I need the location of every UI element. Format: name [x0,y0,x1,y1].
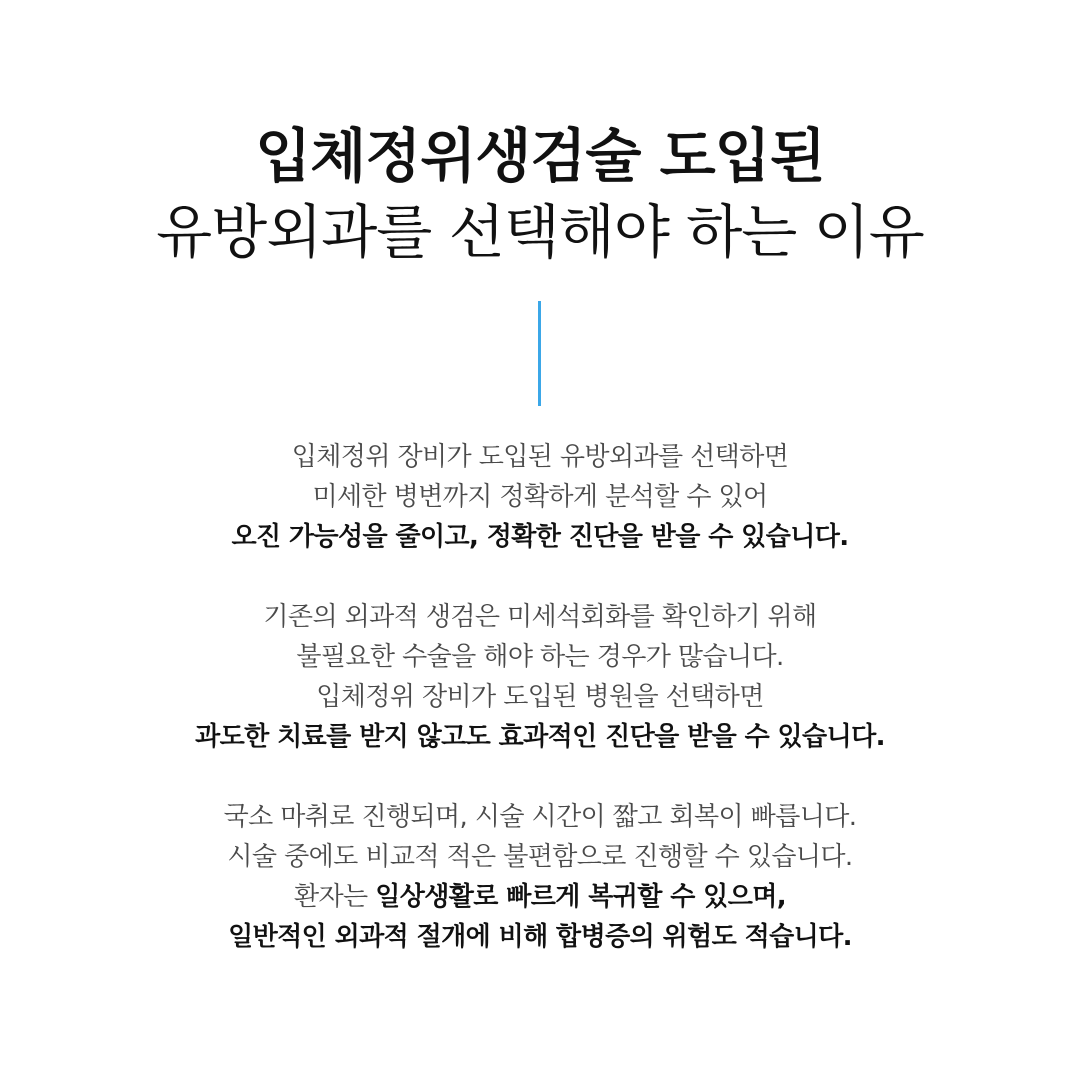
paragraph-2 [0,597,1080,757]
paragraph-3-line-2: 시술 중에도 비교적 적은 불편함으로 진행할 수 있습니다. [227,842,853,872]
paragraph-2-line-3: 입체정위 장비가 도입된 병원을 선택하면 [316,682,764,712]
paragraph-1-line-2: 미세한 병변까지 정확하게 분석할 수 있어 [312,482,768,512]
paragraph-3 [0,797,1080,957]
paragraph-3-emphasis: 일반적인 외과적 절개에 비해 합병증의 위험도 적습니다. [228,922,852,952]
paragraph-3-line-1: 국소 마취로 진행되며, 시술 시간이 짧고 회복이 빠릅니다. [223,802,857,832]
page-title [0,118,1080,270]
paragraph-1 [0,437,1080,557]
title-line-1: 입체정위생검술 도입된 [255,122,825,190]
paragraph-2-line-2: 불필요한 수술을 해야 하는 경우가 많습니다. [296,642,784,672]
paragraph-3-line-3 [0,877,1080,917]
paragraph-2-line-1: 기존의 외과적 생검은 미세석회화를 확인하기 위해 [263,602,817,632]
vertical-divider [538,301,541,406]
body-text [0,437,1080,997]
paragraph-3-line-3-prefix: 환자는 [293,882,376,912]
paragraph-2-emphasis: 과도한 치료를 받지 않고도 효과적인 진단을 받을 수 있습니다. [195,722,885,752]
title-line-2: 유방외과를 선택해야 하는 이유 [156,198,924,266]
paragraph-1-line-1: 입체정위 장비가 도입된 유방외과를 선택하면 [291,442,789,472]
paragraph-3-line-3-emphasis: 일상생활로 빠르게 복귀할 수 있으며, [375,882,787,912]
paragraph-1-emphasis: 오진 가능성을 줄이고, 정확한 진단을 받을 수 있습니다. [231,522,849,552]
